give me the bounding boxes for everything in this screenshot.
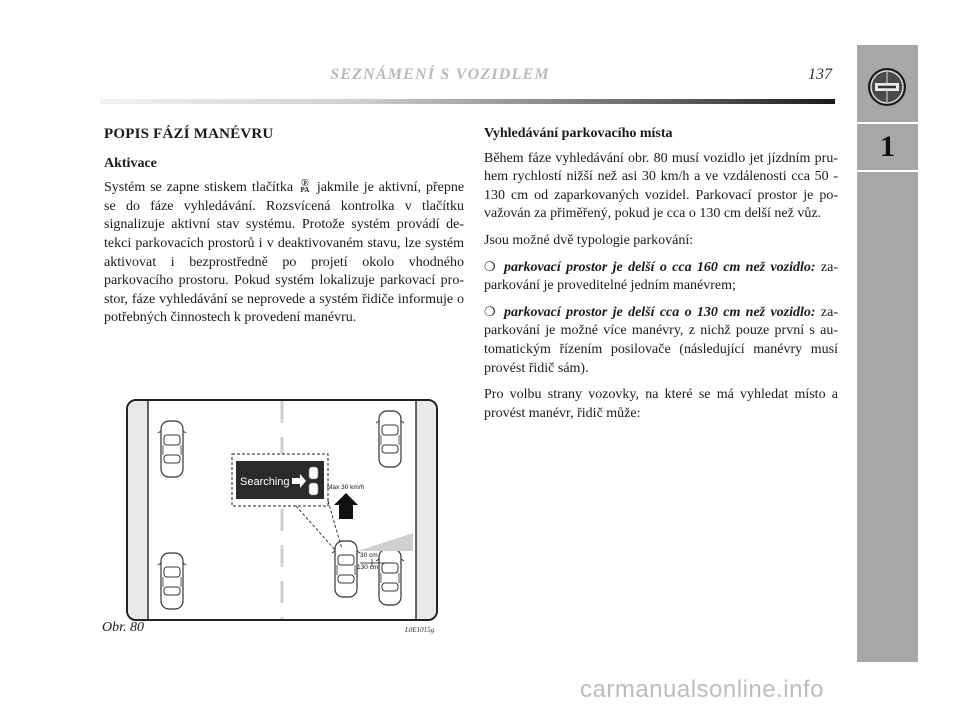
activation-paragraph bbox=[104, 179, 464, 328]
bullet-text: zaparkování je proveditelné jedním manévrem; bbox=[484, 259, 838, 294]
figure-code: L0E1015g bbox=[405, 626, 435, 634]
chapter-number: 1 bbox=[880, 130, 895, 163]
speed-label: Max 30 km/h bbox=[327, 484, 365, 491]
bullet-marker: ❍ bbox=[484, 259, 496, 275]
bullet-marker: ❍ bbox=[484, 304, 496, 320]
side-tab-separator bbox=[857, 170, 918, 172]
park-assist-button-icon: ⓟ PA bbox=[300, 179, 310, 195]
subsection-heading: Aktivace bbox=[104, 155, 157, 171]
left-column bbox=[104, 125, 464, 336]
distance-130-label: 130 cm bbox=[357, 564, 379, 571]
search-heading: Vyhledávání parkovacího místa bbox=[484, 126, 673, 141]
lancia-logo-icon bbox=[867, 67, 907, 107]
parked-car-left bbox=[158, 421, 186, 477]
bullet-item bbox=[484, 259, 838, 296]
watermark: carmanualsonline.info bbox=[580, 676, 824, 703]
page-number: 137 bbox=[808, 66, 832, 83]
section-heading: POPIS FÁZÍ MANÉVRU bbox=[104, 126, 274, 142]
parked-car-left bbox=[158, 553, 186, 609]
moving-car bbox=[332, 541, 360, 597]
figure-80 bbox=[126, 399, 438, 621]
right-column bbox=[484, 125, 838, 431]
bullet-text: zaparkování je možné více manévry, z nichž pouze první s automatickým řízením posilovače (následující manévry musí provést řidič sám). bbox=[484, 304, 838, 376]
distance-30-label: 30 cm bbox=[360, 552, 378, 559]
display-searching-text: Searching bbox=[240, 476, 290, 488]
page-header-title: SEZNÁMENÍ S VOZIDLEM bbox=[330, 66, 550, 83]
bullet-item bbox=[484, 304, 838, 378]
parked-car-right bbox=[376, 549, 404, 605]
parked-car-right bbox=[376, 411, 404, 467]
search-paragraph: Během fáze vyhledávání obr. 80 musí vozidlo jet jízdním pruhem rychlostí nižší než asi 30 km/h a ve vzdálenosti cca 50 - 130 cm od zaparkovaných vozidel. Parkovací prostor je považován za přiměřený, pokud je cca o 130 cm delší než vůz. bbox=[484, 150, 838, 222]
activation-text-1: Systém se zapne stiskem tlačítka bbox=[104, 180, 294, 196]
side-tab-separator bbox=[857, 122, 918, 124]
activation-text-2: jakmile je aktivní, přepne se do fáze vyhledávání. Rozsvícená kontrolka v tlačítku signalizuje aktivní stav systému. Protože systém provádí detekci parkovacích prostorů i v deaktivovaném stavu, lze systém aktivovat i bezprostředně po projetí okolo vhodného parkovacího prostoru. Pokud systém lokalizuje parkovací prostor, fáze vyhledávání se neprovede a systém řidiče informuje o potřebných činnostech k provedení manévru. bbox=[104, 180, 465, 326]
figure-caption: Obr. 80 bbox=[102, 620, 145, 635]
bullet-italic: parkovací prostor je delší cca o 130 cm než vozidlo: bbox=[504, 304, 816, 320]
bullet-italic: parkovací prostor je delší o cca 160 cm než vozidlo: bbox=[504, 259, 816, 275]
parking-search-illustration bbox=[128, 401, 436, 619]
header-rule bbox=[100, 99, 835, 104]
typology-intro: Jsou možné dvě typologie parkování: bbox=[484, 232, 694, 248]
side-selection-paragraph: Pro volbu strany vozovky, na které se má vyhledat místo a provést manévr, řidič může: bbox=[484, 387, 838, 421]
